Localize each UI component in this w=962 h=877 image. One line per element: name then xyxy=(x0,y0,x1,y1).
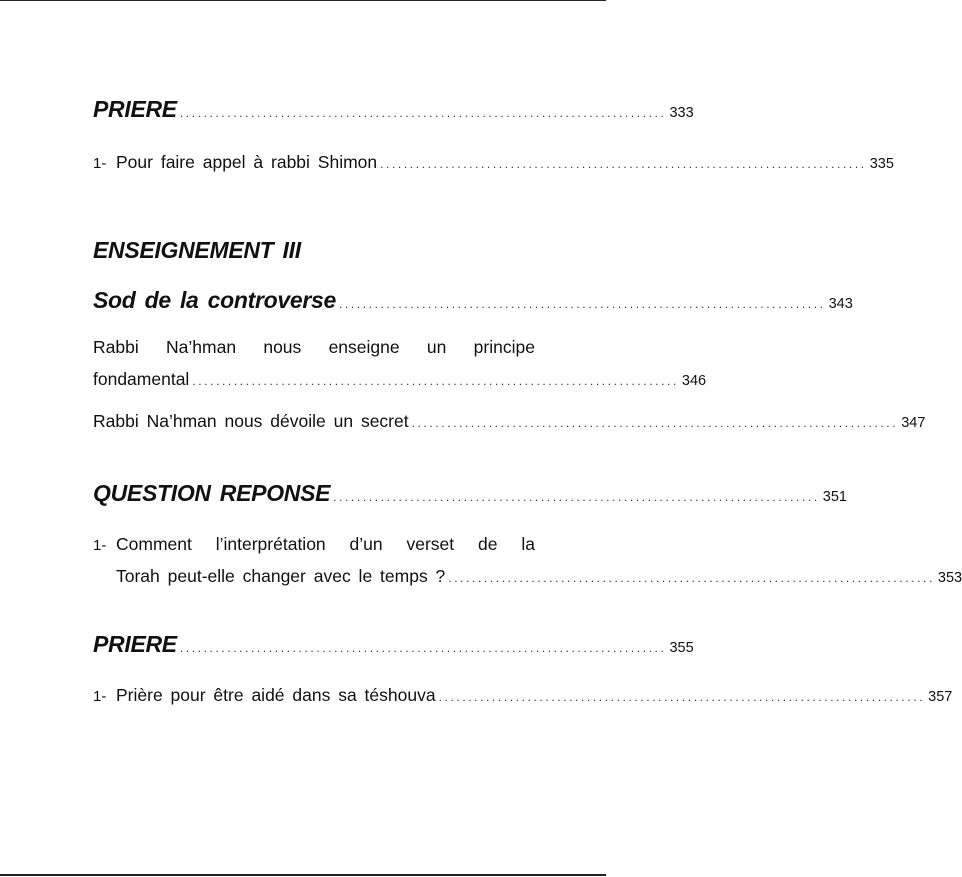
toc-heading-sod[interactable] xyxy=(93,287,853,314)
word: enseigne xyxy=(328,337,400,357)
dot-leader: .................................................................................. xyxy=(339,297,826,311)
toc-entry-interpretation-line2[interactable] xyxy=(116,566,962,587)
toc-page-number: 347 xyxy=(901,415,926,431)
bottom-rule xyxy=(0,874,606,876)
toc-page-number: 343 xyxy=(828,296,853,312)
dot-leader: .................................................................................. xyxy=(179,106,667,120)
toc-entry-text: Pour faire appel à rabbi Shimon xyxy=(116,152,378,172)
toc-entry-interpretation-line1[interactable] xyxy=(116,534,535,555)
toc-heading-question-reponse[interactable] xyxy=(93,480,847,507)
toc-heading-priere-2[interactable] xyxy=(93,631,694,658)
dot-leader: .................................................................................. xyxy=(380,157,867,171)
toc-entry-text: Torah peut-elle changer avec le temps ? xyxy=(116,566,446,586)
toc-page-number: 351 xyxy=(822,489,847,505)
dot-leader: .................................................................................. xyxy=(192,374,679,388)
toc-heading-title: PRIERE xyxy=(93,96,177,122)
toc-page-number: 355 xyxy=(669,640,694,656)
toc-entry-secret[interactable] xyxy=(93,411,926,432)
toc-section-enseignement xyxy=(93,237,535,264)
toc-page-number: 335 xyxy=(869,156,894,172)
word: Na’hman xyxy=(166,337,237,357)
toc-entry-number: 1- xyxy=(93,688,107,705)
toc-entry-text: fondamental xyxy=(93,369,190,389)
toc-entry-principe-line2[interactable] xyxy=(93,369,707,390)
toc-entry-teshouva[interactable] xyxy=(93,685,953,706)
toc-entry-principe-line1[interactable] xyxy=(93,337,535,358)
toc-page-number: 333 xyxy=(669,105,694,121)
toc-entry-text: Prière pour être aidé dans sa téshouva xyxy=(116,685,436,705)
word: principe xyxy=(473,337,535,357)
word: la xyxy=(521,534,535,554)
toc-heading-title: Sod de la controverse xyxy=(93,287,336,313)
toc-entry-number: 1- xyxy=(93,155,107,172)
word: nous xyxy=(263,337,302,357)
top-rule xyxy=(0,0,606,1)
dot-leader: .................................................................................. xyxy=(179,641,667,655)
toc-heading-title: QUESTION REPONSE xyxy=(93,480,331,506)
toc-heading-title: PRIERE xyxy=(93,631,177,657)
word: Rabbi xyxy=(93,337,139,357)
dot-leader: .................................................................................. xyxy=(333,490,820,504)
word: verset xyxy=(406,534,455,554)
toc-page-number: 357 xyxy=(928,689,953,705)
toc-page-number: 353 xyxy=(937,570,962,586)
word: de xyxy=(478,534,498,554)
word: d’un xyxy=(349,534,383,554)
word: l’interprétation xyxy=(215,534,326,554)
toc-entry-appel-rabbi-shimon[interactable] xyxy=(93,152,894,173)
dot-leader: .................................................................................. xyxy=(411,416,899,430)
toc-section-title: ENSEIGNEMENT III xyxy=(93,237,301,263)
dot-leader: .................................................................................. xyxy=(448,571,935,585)
word: Comment xyxy=(116,534,192,554)
dot-leader: .................................................................................. xyxy=(438,690,926,704)
toc-entry-text: Rabbi Na’hman nous dévoile un secret xyxy=(93,411,409,431)
toc-entry-number: 1- xyxy=(93,537,107,554)
word: un xyxy=(426,337,447,357)
toc-heading-priere[interactable] xyxy=(93,96,694,123)
toc-page-number: 346 xyxy=(681,373,707,389)
